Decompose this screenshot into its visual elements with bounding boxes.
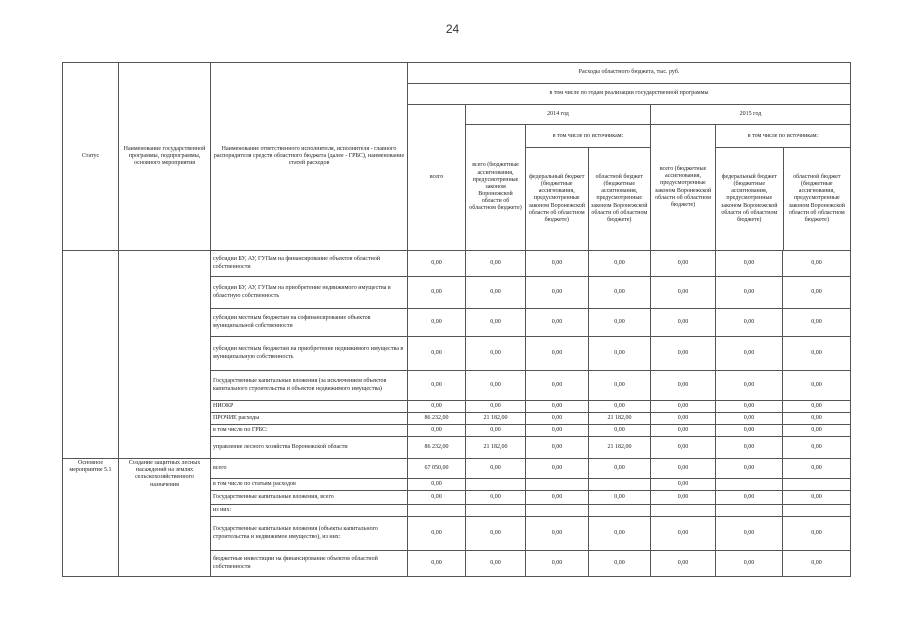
value-cell: 0,00 <box>783 459 851 479</box>
value-cell: 0,00 <box>466 251 526 277</box>
value-cell: 0,00 <box>526 401 589 413</box>
value-cell: 0,00 <box>589 371 651 401</box>
row-label: субсидии БУ, АУ, ГУПам на приобретение недвижимого имущества в областную собственность <box>211 277 408 309</box>
row-label: в том числе по ГРБС: <box>211 425 408 437</box>
value-cell: 0,00 <box>716 251 783 277</box>
table-row <box>63 251 851 277</box>
value-cell <box>526 479 589 491</box>
value-cell: 0,00 <box>466 309 526 337</box>
header-program-name: Наименование государственной программы, подпрограммы, основного мероприятия <box>119 63 211 251</box>
header-regional-2014: областной бюджет (бюджетные ассигнования, предусмотренные законом Воронежской области об областном бюджете) <box>591 173 648 223</box>
value-cell: 0,00 <box>466 337 526 371</box>
value-cell: 0,00 <box>783 401 851 413</box>
value-cell: 0,00 <box>466 551 526 577</box>
value-cell <box>466 505 526 517</box>
value-cell: 0,00 <box>783 251 851 277</box>
header-total-2014 <box>466 125 526 251</box>
value-cell: 86 232,00 <box>408 413 466 425</box>
header-by-years: в том числе по годам реализации государственной программы <box>408 84 851 105</box>
value-cell <box>716 505 783 517</box>
value-cell: 0,00 <box>651 251 716 277</box>
value-cell: 0,00 <box>408 251 466 277</box>
value-cell: 0,00 <box>651 491 716 505</box>
value-cell: 0,00 <box>651 517 716 551</box>
value-cell <box>716 479 783 491</box>
header-total-2014-text: всего (бюджетные ассигнования, предусмотренные законом Воронежской области об областном бюджете) <box>469 162 522 212</box>
value-cell <box>783 505 851 517</box>
value-cell: 0,00 <box>589 551 651 577</box>
row-label: субсидии БУ, АУ, ГУПам на финансирование объектов областной собственности <box>211 251 408 277</box>
value-cell: 21 182,00 <box>466 437 526 459</box>
value-cell: 0,00 <box>716 277 783 309</box>
value-cell: 0,00 <box>408 371 466 401</box>
value-cell: 21 182,00 <box>589 413 651 425</box>
value-cell: 0,00 <box>651 371 716 401</box>
value-cell: 0,00 <box>716 337 783 371</box>
value-cell: 0,00 <box>408 309 466 337</box>
measure-status: Основное мероприятие 5.1 <box>63 459 119 577</box>
value-cell: 0,00 <box>589 337 651 371</box>
value-cell: 0,00 <box>651 309 716 337</box>
page-number: 24 <box>445 22 460 36</box>
value-cell: 0,00 <box>408 337 466 371</box>
value-cell: 0,00 <box>783 551 851 577</box>
value-cell: 0,00 <box>526 437 589 459</box>
header-federal-2015: федеральный бюджет (бюджетные ассигнования, предусмотренные законом Воронежской области об областном бюджете) <box>716 148 784 250</box>
value-cell: 0,00 <box>716 425 783 437</box>
budget-table <box>62 62 851 577</box>
value-cell: 0,00 <box>408 401 466 413</box>
value-cell: 0,00 <box>589 309 651 337</box>
row-label: Государственные капитальные вложения (за исключением объектов капитального строительства и объектов недвижимого имущества) <box>211 371 408 401</box>
value-cell: 0,00 <box>716 491 783 505</box>
value-cell <box>408 505 466 517</box>
value-cell: 0,00 <box>526 277 589 309</box>
header-status: Статус <box>63 63 119 251</box>
value-cell <box>589 479 651 491</box>
value-cell: 0,00 <box>716 413 783 425</box>
value-cell: 0,00 <box>526 309 589 337</box>
value-cell: 21 182,00 <box>466 413 526 425</box>
row-label: в том числе по статьям расходов <box>211 479 408 491</box>
value-cell: 0,00 <box>526 251 589 277</box>
value-cell: 0,00 <box>716 371 783 401</box>
value-cell: 0,00 <box>716 401 783 413</box>
value-cell: 0,00 <box>651 459 716 479</box>
header-total-2015: всего (бюджетные ассигнования, предусмотренные законом Воронежской области об областном бюджете) <box>651 125 716 251</box>
value-cell: 0,00 <box>408 277 466 309</box>
value-cell: 0,00 <box>589 277 651 309</box>
value-cell: 0,00 <box>651 437 716 459</box>
value-cell: 0,00 <box>526 371 589 401</box>
value-cell: 0,00 <box>466 491 526 505</box>
value-cell: 0,00 <box>526 413 589 425</box>
value-cell: 0,00 <box>589 251 651 277</box>
value-cell <box>466 479 526 491</box>
header-executor-name: Наименование ответственного исполнителя, исполнителя - главного распорядителя средств областного бюджета (далее - ГРБС), наименование статей расходов <box>211 63 408 251</box>
row-label: бюджетные инвестиции на финансирование объектов областной собственности <box>211 551 408 577</box>
row-label: субсидии местным бюджетам на приобретение недвижимого имущества в муниципальную собственность <box>211 337 408 371</box>
value-cell: 0,00 <box>783 425 851 437</box>
value-cell: 0,00 <box>466 517 526 551</box>
value-cell: 0,00 <box>716 437 783 459</box>
value-cell: 0,00 <box>466 459 526 479</box>
value-cell: 0,00 <box>589 517 651 551</box>
row-label: Государственные капитальные вложения (объекты капитального строительства и недвижимое имущество), из них: <box>211 517 408 551</box>
value-cell: 0,00 <box>651 413 716 425</box>
header-year-2015: 2015 год <box>651 105 851 125</box>
header-total: всего <box>408 105 466 251</box>
row-label: ПРОЧИЕ расходы <box>211 413 408 425</box>
value-cell: 0,00 <box>589 491 651 505</box>
value-cell: 0,00 <box>783 413 851 425</box>
value-cell <box>783 479 851 491</box>
header-federal-2014: федеральный бюджет (бюджетные ассигнования, предусмотренные законом Воронежской области об областном бюджете) <box>526 148 589 250</box>
value-cell: 0,00 <box>589 459 651 479</box>
header-sources-2015-block <box>716 125 851 251</box>
value-cell: 0,00 <box>408 551 466 577</box>
value-cell: 0,00 <box>526 517 589 551</box>
value-cell: 0,00 <box>651 479 716 491</box>
program-cell-empty <box>119 251 211 459</box>
row-label: управление лесного хозяйства Воронежской области <box>211 437 408 459</box>
value-cell: 0,00 <box>651 425 716 437</box>
row-label: Государственные капитальные вложения, всего <box>211 491 408 505</box>
value-cell: 0,00 <box>716 459 783 479</box>
value-cell: 21 182,00 <box>589 437 651 459</box>
value-cell: 0,00 <box>783 337 851 371</box>
value-cell: 0,00 <box>526 425 589 437</box>
row-label: из них: <box>211 505 408 517</box>
value-cell: 0,00 <box>526 337 589 371</box>
value-cell: 0,00 <box>783 277 851 309</box>
value-cell: 0,00 <box>783 371 851 401</box>
header-expenses-title: Расходы областного бюджета, тыс. руб. <box>408 63 851 84</box>
value-cell <box>526 505 589 517</box>
value-cell: 0,00 <box>651 401 716 413</box>
status-cell-empty <box>63 251 119 459</box>
header-regional-2015: областной бюджет (бюджетные ассигнования, предусмотренные законом Воронежской области об областном бюджете) <box>788 173 846 223</box>
value-cell: 0,00 <box>466 371 526 401</box>
value-cell: 0,00 <box>651 337 716 371</box>
value-cell: 0,00 <box>716 551 783 577</box>
value-cell: 67 050,00 <box>408 459 466 479</box>
value-cell: 0,00 <box>526 459 589 479</box>
value-cell: 0,00 <box>783 309 851 337</box>
value-cell: 86 232,00 <box>408 437 466 459</box>
value-cell: 0,00 <box>716 517 783 551</box>
header-sources-2014-block <box>526 125 651 251</box>
value-cell: 0,00 <box>408 425 466 437</box>
value-cell: 0,00 <box>783 437 851 459</box>
value-cell: 0,00 <box>651 277 716 309</box>
value-cell: 0,00 <box>526 551 589 577</box>
value-cell: 0,00 <box>466 425 526 437</box>
value-cell: 0,00 <box>783 491 851 505</box>
value-cell <box>589 505 651 517</box>
row-label: субсидии местным бюджетам на софинансирование объектов муниципальной собственности <box>211 309 408 337</box>
measure-name: Создание защитных лесных насаждений на землях сельскохозяйственного назначения <box>119 459 211 577</box>
value-cell: 0,00 <box>716 309 783 337</box>
value-cell: 0,00 <box>589 401 651 413</box>
row-label: НИОКР <box>211 401 408 413</box>
value-cell: 0,00 <box>783 517 851 551</box>
value-cell: 0,00 <box>651 551 716 577</box>
value-cell: 0,00 <box>408 479 466 491</box>
table-row <box>63 459 851 479</box>
value-cell: 0,00 <box>408 517 466 551</box>
value-cell: 0,00 <box>466 401 526 413</box>
header-sources-2014: в том числе по источникам: <box>526 125 650 148</box>
row-label: всего <box>211 459 408 479</box>
value-cell: 0,00 <box>466 277 526 309</box>
header-year-2014: 2014 год <box>466 105 651 125</box>
header-sources-2015: в том числе по источникам: <box>716 125 850 148</box>
value-cell: 0,00 <box>589 425 651 437</box>
value-cell <box>651 505 716 517</box>
value-cell: 0,00 <box>408 491 466 505</box>
value-cell: 0,00 <box>526 491 589 505</box>
